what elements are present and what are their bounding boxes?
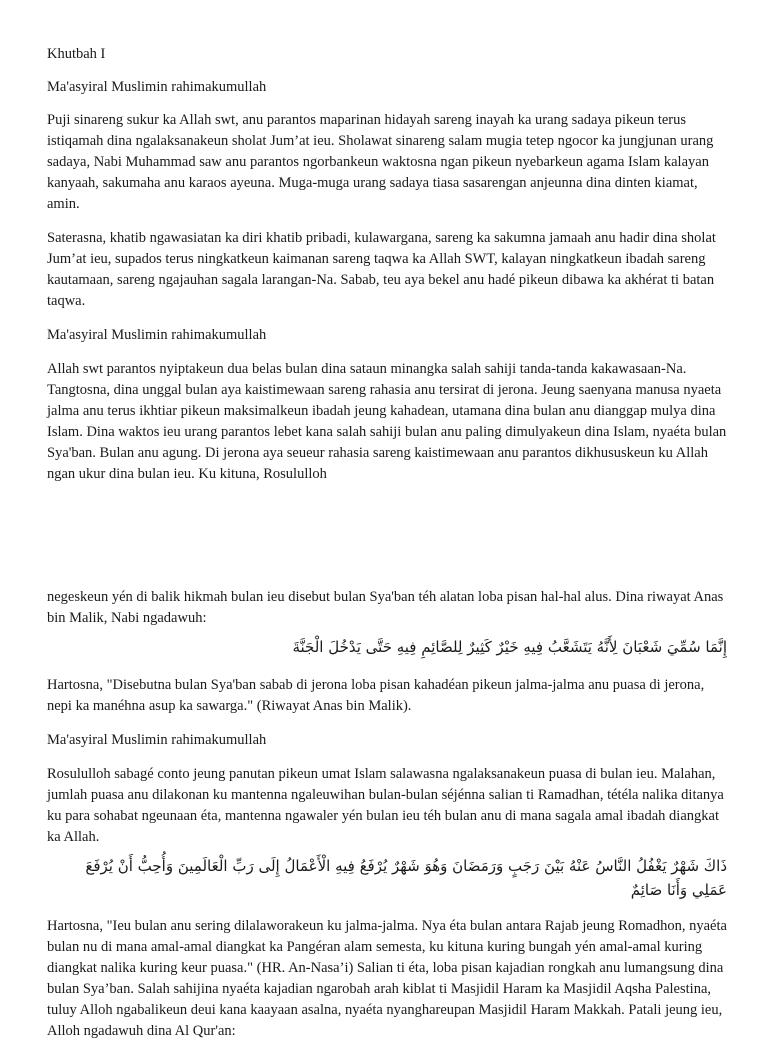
paragraph: negeskeun yén di balik hikmah bulan ieu disebut bulan Sya'ban téh alatan loba pisan hal-hal alus. Dina riwayat Anas bin Malik, Nabi ngadawuh: xyxy=(47,589,724,626)
page-section-bottom xyxy=(47,587,727,1042)
arabic-verse: إِنَّمَا سُمِّيَ شَعْبَانَ لِأَنَّهُ يَتَشَعَّبُ فِيهِ خَيْرٌ كَثِيرٌ لِلصَّائِمِ فِيهِ حَتَّى يَدْخُلَ الْجَنَّةَ xyxy=(292,638,727,656)
paragraph: Rosululloh sabagé conto jeung panutan pikeun umat Islam salawasna ngalaksanakeun puasa di bulan ieu. Malahan, jumlah puasa anu dilakonan ku mantenna ngaleuwihan bulan-bulan séjénna salian ti Ramadhan, tétéla nalika ditanya ku para sohabat ngeunaan éta, mantenna ngawaler yén bulan ieu téh bulan anu di mana sagala amal ibadah diangkat ka Allah. xyxy=(47,766,724,845)
paragraph: Hartosna, "Ieu bulan anu sering dilalaworakeun ku jalma-jalma. Nya éta bulan antara Rajab jeung Romadhon, nyaéta bulan nu di mana amal-amal diangkat ka Pangéran alam semesta, ku kituna kuring bungah yén amal-amal kuring diangkat nalika kuring keur puasa." (HR. An-Nasa’i) Salian ti éta, loba pisan kajadian rongkah anu lumangsung dina bulan Sya’ban. Salah sahijina nyaéta kajadian ngarobah arah kiblat ti Masjidil Haram ka Masjidil Aqsha Palestina, tuluy Alloh ngabalikeun deui kana kaayaan asalna, nyaéta nyanghareupan Masjidil Haram Makkah. Patali jeung ieu, Alloh ngadawuh dina Al Qur'an: xyxy=(47,918,727,1039)
salutation: Ma'asyiral Muslimin rahimakumullah xyxy=(47,732,267,748)
salutation: Ma'asyiral Muslimin rahimakumullah xyxy=(47,79,267,95)
heading: Khutbah I xyxy=(47,46,106,62)
salutation: Ma'asyiral Muslimin rahimakumullah xyxy=(47,327,267,343)
arabic-verse: ذَاكَ شَهْرٌ يَغْفُلُ النَّاسُ عَنْهُ بَيْنَ رَجَبٍ وَرَمَضَانَ وَهُوَ شَهْرٌ يُرْفَعُ فِيهِ الْأَعْمَالُ إِلَى رَبِّ الْعَالَمِينَ وَأُحِبُّ أَنْ يُرْفَعَ عَمَلِي وَأَنَا صَائِمٌ xyxy=(85,857,727,899)
page-section-top xyxy=(47,44,727,485)
paragraph: Saterasna, khatib ngawasiatan ka diri khatib pribadi, kulawargana, sareng ka sakumna jamaah anu hadir dina sholat Jum’at ieu, supados terus ningkatkeun kaimanan sareng taqwa ka Allah SWT, kalayan ningkatkeun ibadah sareng kautamaan, sareng ngajauhan sagala larangan-Na. Sabab, teu aya bekel anu hadé pikeun dibawa ka akhérat ti batan taqwa. xyxy=(47,230,716,309)
paragraph: Puji sinareng sukur ka Allah swt, anu parantos maparinan hidayah sareng inayah ka urang sadaya pikeun terus istiqamah dina ngalaksanakeun sholat Jum’at ieu. Sholawat sinareng salam mugia tetep ngocor ka jungjunan urang sadaya, Nabi Muhammad saw anu parantos ngorbankeun waktosna ngan pikeun nyebarkeun agama Islam kalayan kanyaah, sakumaha anu karaos ayeuna. Muga-muga urang sadaya tiasa sasarengan anjeunna dina dinten kiamat, amin. xyxy=(47,112,714,212)
paragraph: Allah swt parantos nyiptakeun dua belas bulan dina sataun minangka salah sahiji tanda-tanda kakawasaan-Na. Tangtosna, dina unggal bulan aya kaistimewaan sareng rahasia anu tersirat di jerona. Jeung saenyana manusa nyaeta jalma anu terus ikhtiar pikeun maksimalkeun ibadah jeung kahadean, utamana dina bulan anu dianggap mulya dina Islam. Dina waktos ieu urang parantos lebet kana salah sahiji bulan anu paling dimulyakeun dina Islam, nyaéta bulan Sya'ban. Bulan anu agung. Di jerona aya seueur rahasia sareng kaistimewaan anu parantos dikhususkeun ku Allah ngan ukur dina bulan ieu. Ku kituna, Rosululloh xyxy=(47,361,727,482)
paragraph: Hartosna, "Disebutna bulan Sya'ban sabab di jerona loba pisan kahadéan pikeun jalma-jalma anu puasa di jerona, nepi ka manéhna asup ka sawarga." (Riwayat Anas bin Malik). xyxy=(47,677,705,714)
